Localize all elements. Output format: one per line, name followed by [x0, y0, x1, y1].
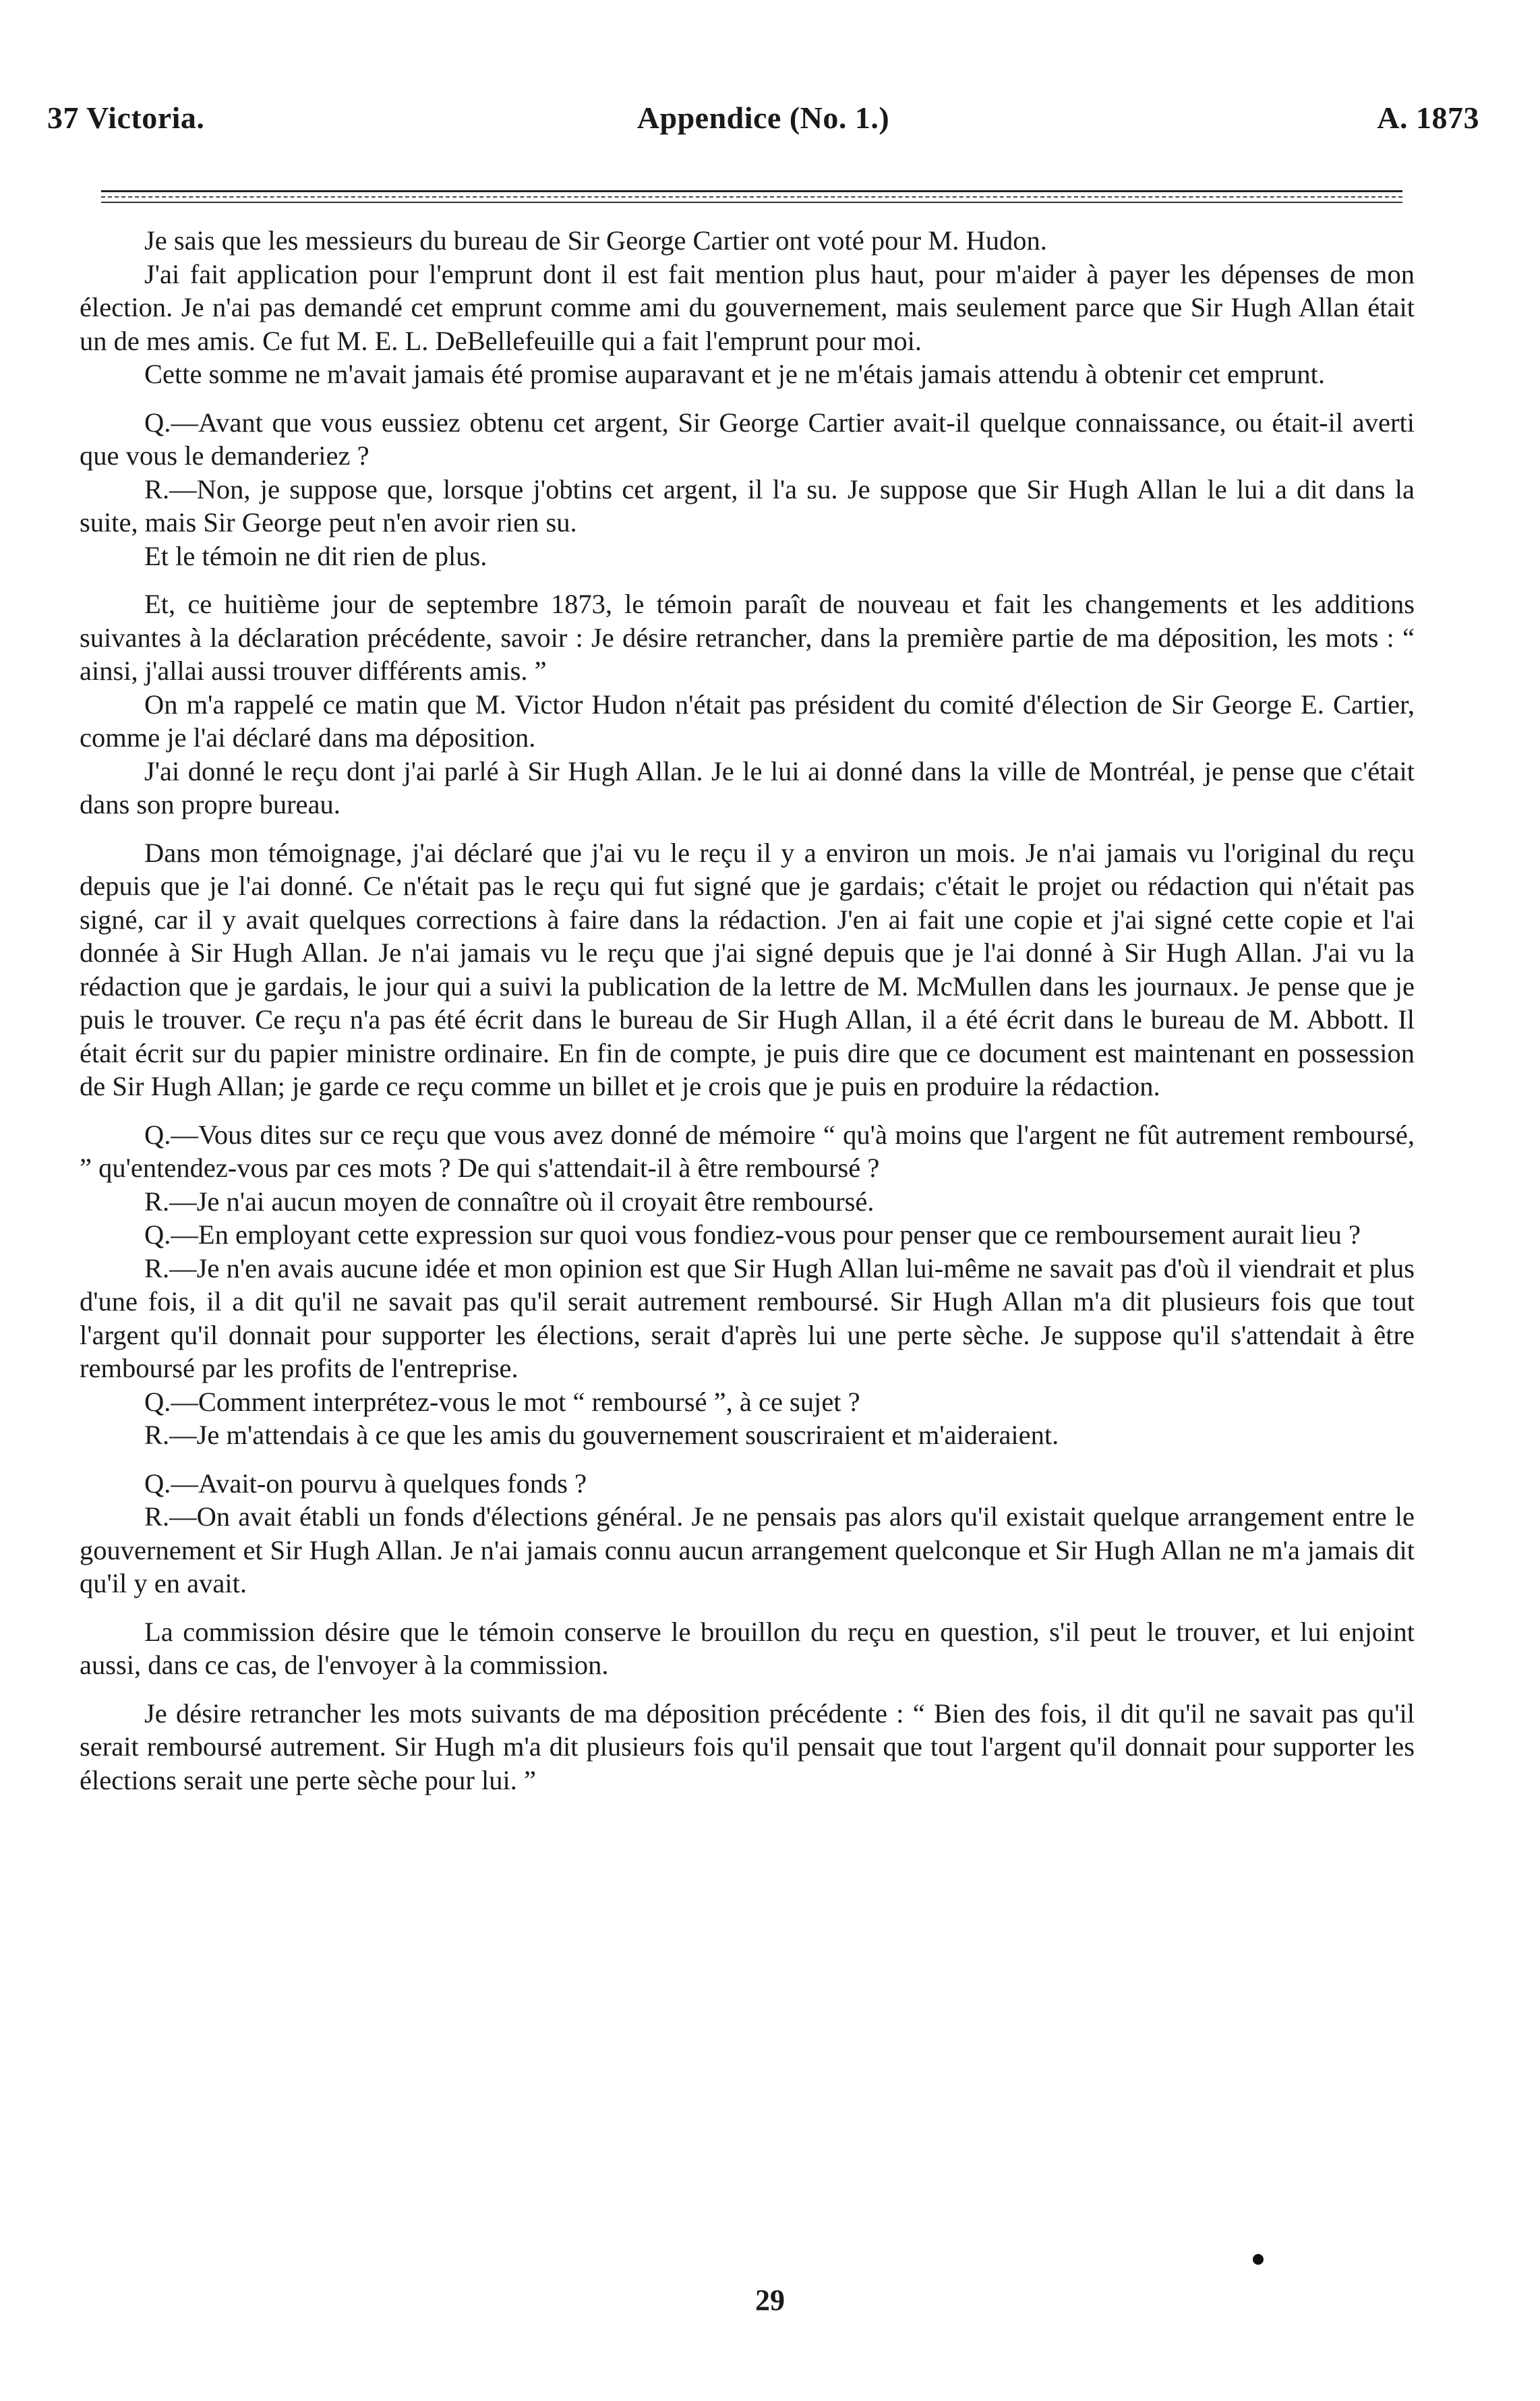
- paragraph: Cette somme ne m'avait jamais été promise auparavant et je ne m'étais jamais attendu à obtenir cet emprunt.: [144, 359, 1325, 389]
- paragraph: On m'a rappelé ce matin que M. Victor Hudon n'était pas président du comité d'élection de Sir George E. Cartier, comme je l'ai déclaré dans ma déposition.: [80, 689, 1415, 753]
- paragraph: J'ai fait application pour l'emprunt dont il est fait mention plus haut, pour m'aider à payer les dépenses de mon élection. Je n'ai pas demandé cet emprunt comme ami du gouvernement, mais seulement parce que Sir Hugh Allan était un de mes amis. Ce fut M. E. L. DeBellefeuille qui a fait l'emprunt pour moi.: [80, 258, 1415, 356]
- answer-paragraph: R.—Je m'attendais à ce que les amis du gouvernement souscriraient et m'aideraient.: [144, 1420, 1059, 1450]
- question-paragraph: Q.—Comment interprétez-vous le mot “ remboursé ”, à ce sujet ?: [144, 1386, 860, 1417]
- answer-paragraph: R.—Je n'en avais aucune idée et mon opinion est que Sir Hugh Allan lui-même ne savait pas d'où il viendrait et plus d'une fois, il a dit qu'il ne savait pas qu'il serait autrement remboursé. Sir Hugh Allan m'a dit plusieurs fois que tout l'argent qu'il donnait pour supporter les élections, serait d'après lui une perte sèche. Je suppose qu'il s'attendait à être remboursé par les profits de l'entreprise.: [80, 1252, 1415, 1383]
- question-paragraph: Q.—Vous dites sur ce reçu que vous avez donné de mémoire “ qu'à moins que l'argent ne fût autrement remboursé, ” qu'entendez-vous par ces mots ? De qui s'attendait-il à être remboursé ?: [80, 1119, 1415, 1183]
- page-number: 29: [755, 2284, 785, 2317]
- answer-paragraph: R.—Non, je suppose que, lorsque j'obtins cet argent, il l'a su. Je suppose que Sir Hugh Allan le lui a dit dans la suite, mais Sir George peut n'en avoir rien su.: [80, 473, 1415, 538]
- paragraph: Je sais que les messieurs du bureau de Sir George Cartier ont voté pour M. Hudon.: [144, 225, 1047, 256]
- paragraph: J'ai donné le reçu dont j'ai parlé à Sir Hugh Allan. Je le lui ai donné dans la ville de Montréal, je pense que c'était dans son propre bureau.: [80, 755, 1415, 819]
- page-header: [47, 100, 1479, 154]
- question-paragraph: Q.—Avant que vous eussiez obtenu cet argent, Sir George Cartier avait-il quelque connaissance, ou était-il averti que vous le demanderiez ?: [80, 407, 1415, 471]
- answer-paragraph: R.—Je n'ai aucun moyen de connaître où il croyait être remboursé.: [144, 1186, 875, 1217]
- header-year: A. 1873: [1377, 100, 1479, 135]
- header-volume: 37 Victoria.: [47, 100, 205, 135]
- question-paragraph: Q.—Avait-on pourvu à quelques fonds ?: [144, 1468, 587, 1499]
- header-rule-bottom: [101, 202, 1402, 203]
- question-paragraph: Q.—En employant cette expression sur quoi vous fondiez-vous pour penser que ce remboursement aurait lieu ?: [144, 1219, 1361, 1250]
- ink-dot-mark: [1253, 2254, 1264, 2265]
- paragraph: Et le témoin ne dit rien de plus.: [144, 540, 487, 571]
- answer-paragraph: R.—On avait établi un fonds d'élections général. Je ne pensais pas alors qu'il existait quelque arrangement entre le gouvernement et Sir Hugh Allan. Je n'ai jamais connu aucun arrangement quelconque et Sir Hugh Allan ne m'a jamais dit qu'il y en avait.: [80, 1501, 1415, 1598]
- header-rule-top: [101, 190, 1402, 192]
- paragraph: La commission désire que le témoin conserve le brouillon du reçu en question, s'il peut le trouver, et lui enjoint aussi, dans ce cas, de l'envoyer à la commission.: [80, 1616, 1415, 1680]
- paragraph: Je désire retrancher les mots suivants de ma déposition précédente : “ Bien des fois, il dit qu'il ne savait pas qu'il serait remboursé autrement. Sir Hugh m'a dit plusieurs fois qu'il pensait que tout l'argent qu'il donnait pour supporter les élections serait une perte sèche pour lui. ”: [80, 1698, 1415, 1795]
- paragraph: Et, ce huitième jour de septembre 1873, le témoin paraît de nouveau et fait les changements et les additions suivantes à la déclaration précédente, savoir : Je désire retrancher, dans la première partie de ma déposition, les mots : “ ainsi, j'allai aussi trouver différents amis. ”: [80, 589, 1415, 686]
- header-appendix: Appendice (No. 1.): [636, 100, 890, 135]
- document-body: [80, 224, 1415, 1797]
- paragraph: Dans mon témoignage, j'ai déclaré que j'ai vu le reçu il y a environ un mois. Je n'ai jamais vu l'original du reçu depuis que je l'ai donné. Ce n'était pas le reçu qui fut signé que je gardais; c'était le projet ou rédaction qui n'était pas signé, car il y avait quelques corrections à faire dans la rédaction. J'en ai fait une copie et j'ai signé cette copie et l'ai donnée à Sir Hugh Allan. Je n'ai jamais vu le reçu que j'ai signé depuis que je l'ai donné à Sir Hugh Allan. J'ai vu la rédaction que je gardais, le jour qui a suivi la publication de la lettre de M. McMullen dans les journaux. Je pense que je puis le trouver. Ce reçu n'a pas été écrit dans le bureau de Sir Hugh Allan, il a été écrit dans le bureau de M. Abbott. Il était écrit sur du papier ministre ordinaire. En fin de compte, je puis dire que ce document est maintenant en possession de Sir Hugh Allan; je garde ce reçu comme un billet et je crois que je puis en produire la rédaction.: [80, 837, 1415, 1101]
- header-rule-middle: [101, 196, 1402, 198]
